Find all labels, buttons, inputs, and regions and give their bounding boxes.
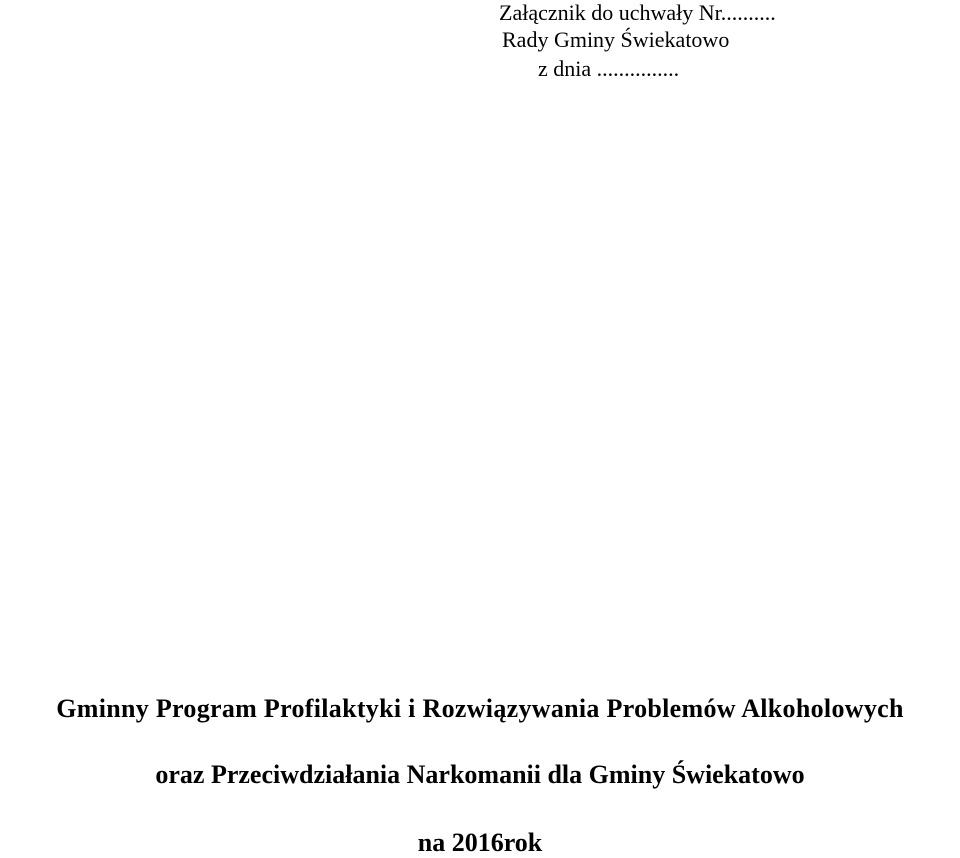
document-title-year: na 2016rok — [417, 828, 543, 857]
document-title-line-1: Gminny Program Profilaktyki i Rozwiązywania Problemów Alkoholowych — [56, 694, 904, 723]
annex-resolution-line: Załącznik do uchwały Nr.......... — [499, 0, 776, 25]
annex-header — [0, 0, 960, 90]
document-title-line-2: oraz Przeciwdziałania Narkomanii dla Gminy Świekatowo — [155, 760, 805, 789]
annex-date-line: z dnia ............... — [538, 56, 680, 81]
annex-council-line: Rady Gminy Świekatowo — [502, 27, 730, 52]
